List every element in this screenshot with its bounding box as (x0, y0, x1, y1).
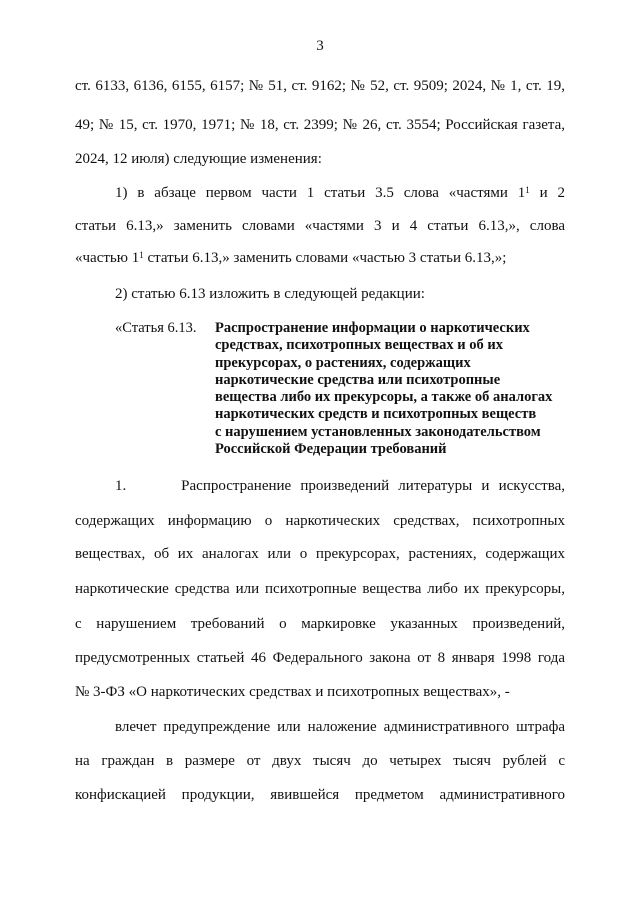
item-1-text-b: и 2 (529, 185, 566, 201)
intro-line: 2024, 12 июля) следующие изменения: (75, 151, 322, 167)
article-title-line: вещества либо их прекурсоры, а также об аналогах (215, 389, 553, 406)
body-line: веществах, об их аналогах или о прекурсорах, растениях, содержащих (75, 546, 565, 562)
page-number: 3 (316, 38, 324, 54)
body-line: предусмотренных статьей 46 Федерального закона от 8 января 1998 года (75, 650, 565, 666)
item-1-text-b: статьи 6.13,» заменить словами «частью 3 статьи 6.13,»; (143, 250, 507, 266)
superscript: 1 (525, 185, 530, 195)
article-title-line: с нарушением установленных законодательством (215, 423, 541, 440)
intro-line: ст. 6133, 6136, 6155, 6157; № 51, ст. 9162; № 52, ст. 9509; 2024, № 1, ст. 19, (75, 78, 565, 94)
body-line: на граждан в размере от двух тысяч до четырех тысяч рублей с (75, 753, 565, 769)
intro-line: 49; № 15, ст. 1970, 1971; № 18, ст. 2399; № 26, ст. 3554; Российская газета, (75, 117, 565, 133)
article-title-line: средствах, психотропных веществах и об их (215, 337, 503, 354)
body-line: с нарушением требований о маркировке указанных произведений, (75, 616, 565, 632)
item-1-line (75, 248, 565, 268)
article-title-line: Российской Федерации требований (215, 441, 447, 458)
item-1-text-a: 1) в абзаце первом части 1 статьи 3.5 слова «частями 1 (115, 185, 526, 201)
article-title-line: наркотические средства или психотропные (215, 371, 501, 388)
article-title-line: прекурсорах, о растениях, содержащих (215, 354, 471, 371)
item-1-line (115, 183, 565, 203)
body-line: влечет предупреждение или наложение административного штрафа (115, 719, 565, 735)
item-1-line: статьи 6.13,» заменить словами «частями 3 и 4 статьи 6.13,», слова (75, 218, 565, 234)
body-line: конфискацией продукции, явившейся предметом административного (75, 787, 565, 803)
body-line: № 3-ФЗ «О наркотических средствах и психотропных веществах», - (75, 684, 510, 700)
item-1-text-a: «частью 1 (75, 250, 140, 266)
superscript: 1 (139, 250, 144, 260)
article-title-line: наркотических средств и психотропных веществ (215, 406, 537, 423)
article-title-line: Распространение информации о наркотических (215, 320, 530, 336)
body-line: содержащих информацию о наркотических средствах, психотропных (75, 513, 565, 529)
article-title (215, 320, 565, 458)
body-line: наркотические средства или психотропные вещества либо их прекурсоры, (75, 581, 565, 597)
article-label: «Статья 6.13. (115, 320, 197, 336)
item-2-line: 2) статью 6.13 изложить в следующей редакции: (115, 286, 425, 302)
body-line: 1. Распространение произведений литературы и искусства, (115, 478, 565, 494)
